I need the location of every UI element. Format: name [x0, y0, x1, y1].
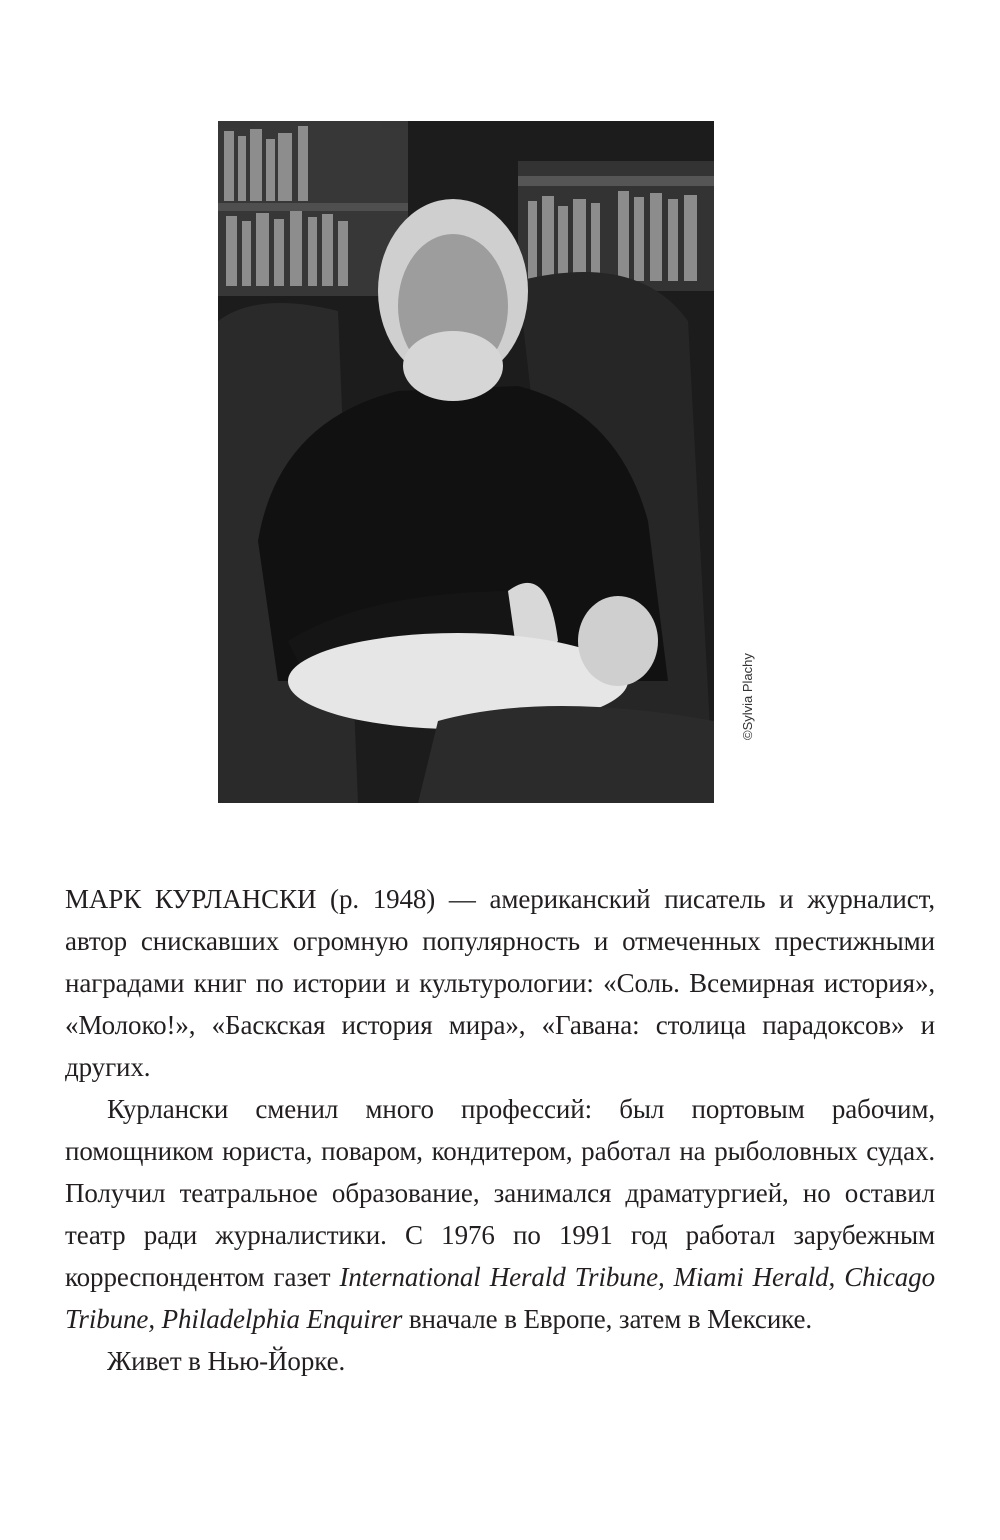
author-photo: [218, 121, 714, 803]
bio-paragraph-1: МАРК КУРЛАНСКИ (р. 1948) — американский писатель и журналист, автор снискавших огромную популярность и отмеченных престижными наградами книг по истории и культурологии: «Соль. Всемирная история», «Молоко!», «Баскская история мира», «Гавана: столица парадоксов» и других.: [65, 884, 935, 1082]
author-photo-illustration: [218, 121, 714, 803]
bio-paragraph-3: Живет в Нью-Йорке.: [107, 1346, 346, 1376]
newspapers-list: International Herald Tribune, Miami Herald, Chicago Tribune, Philadelphia Enquirer: [65, 1262, 935, 1334]
photo-credit: ©Sylvia Plachy: [740, 653, 755, 740]
bio-paragraph-2: Курлански сменил много профессий: был портовым рабочим, помощником юриста, поваром, кондитером, работал на рыболовных судах. Получил театральное образование, занимался драматургией, но оставил театр ради журналистики. С 1976 по 1991 год работал зарубежным корреспондентом газет International Herald Tribune, Miami Herald, Chicago Tribune, Philadelphia Enquirer вначале в Европе, затем в Мексике.: [65, 1094, 935, 1334]
author-bio: [65, 878, 935, 1382]
